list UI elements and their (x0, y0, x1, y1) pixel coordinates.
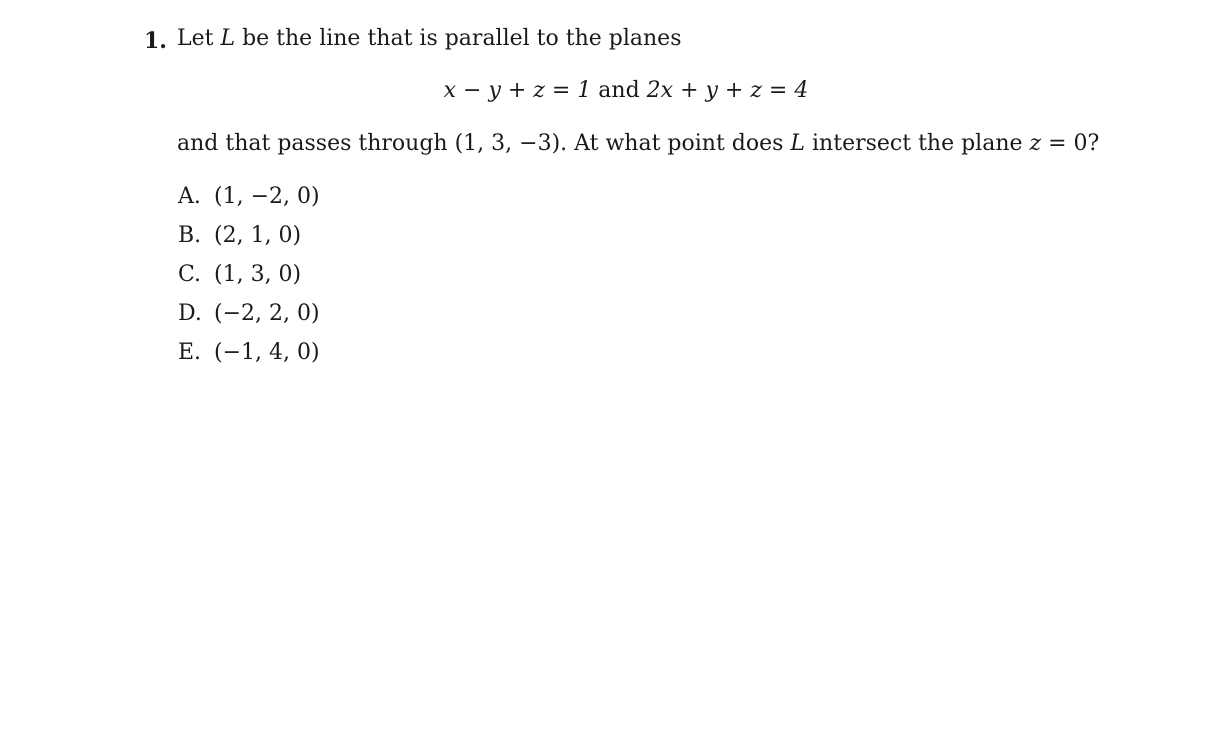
choice-a[interactable] (178, 186, 320, 225)
question-line-3-post: = 0? (1041, 131, 1100, 156)
variable-L: L (220, 26, 236, 51)
question-line-1 (177, 28, 682, 50)
equation-connector: and (591, 78, 647, 103)
question-line-1-pre: Let (177, 26, 221, 51)
choice-c[interactable] (178, 264, 320, 303)
equation-plane-1: x − y + z = 1 (443, 78, 592, 103)
choice-value: (−1, 4, 0) (214, 340, 320, 365)
question-number: 1. (144, 28, 167, 54)
choice-letter: C. (178, 262, 202, 287)
choice-letter: D. (178, 301, 202, 326)
question-line-1-post: be the line that is parallel to the planes (235, 26, 682, 51)
question-line-3 (177, 133, 1099, 155)
question-line-3-mid: intersect the plane (805, 131, 1030, 156)
choice-d[interactable] (178, 303, 320, 342)
choice-b[interactable] (178, 225, 320, 264)
answer-choices (178, 186, 320, 381)
variable-z: z (1029, 131, 1042, 156)
choice-value: (2, 1, 0) (214, 223, 302, 248)
equation-plane-2: 2x + y + z = 4 (646, 78, 809, 103)
choice-e[interactable] (178, 342, 320, 381)
choice-value: (1, 3, 0) (214, 262, 302, 287)
choice-letter: B. (178, 223, 202, 248)
choice-value: (−2, 2, 0) (214, 301, 320, 326)
choice-value: (1, −2, 0) (214, 184, 320, 209)
plane-equations (0, 80, 1224, 102)
choice-letter: E. (178, 340, 202, 365)
question-line-3-pre: and that passes through (1, 3, −3). At what point does (177, 131, 791, 156)
choice-letter: A. (178, 184, 201, 209)
variable-L-2: L (790, 131, 806, 156)
